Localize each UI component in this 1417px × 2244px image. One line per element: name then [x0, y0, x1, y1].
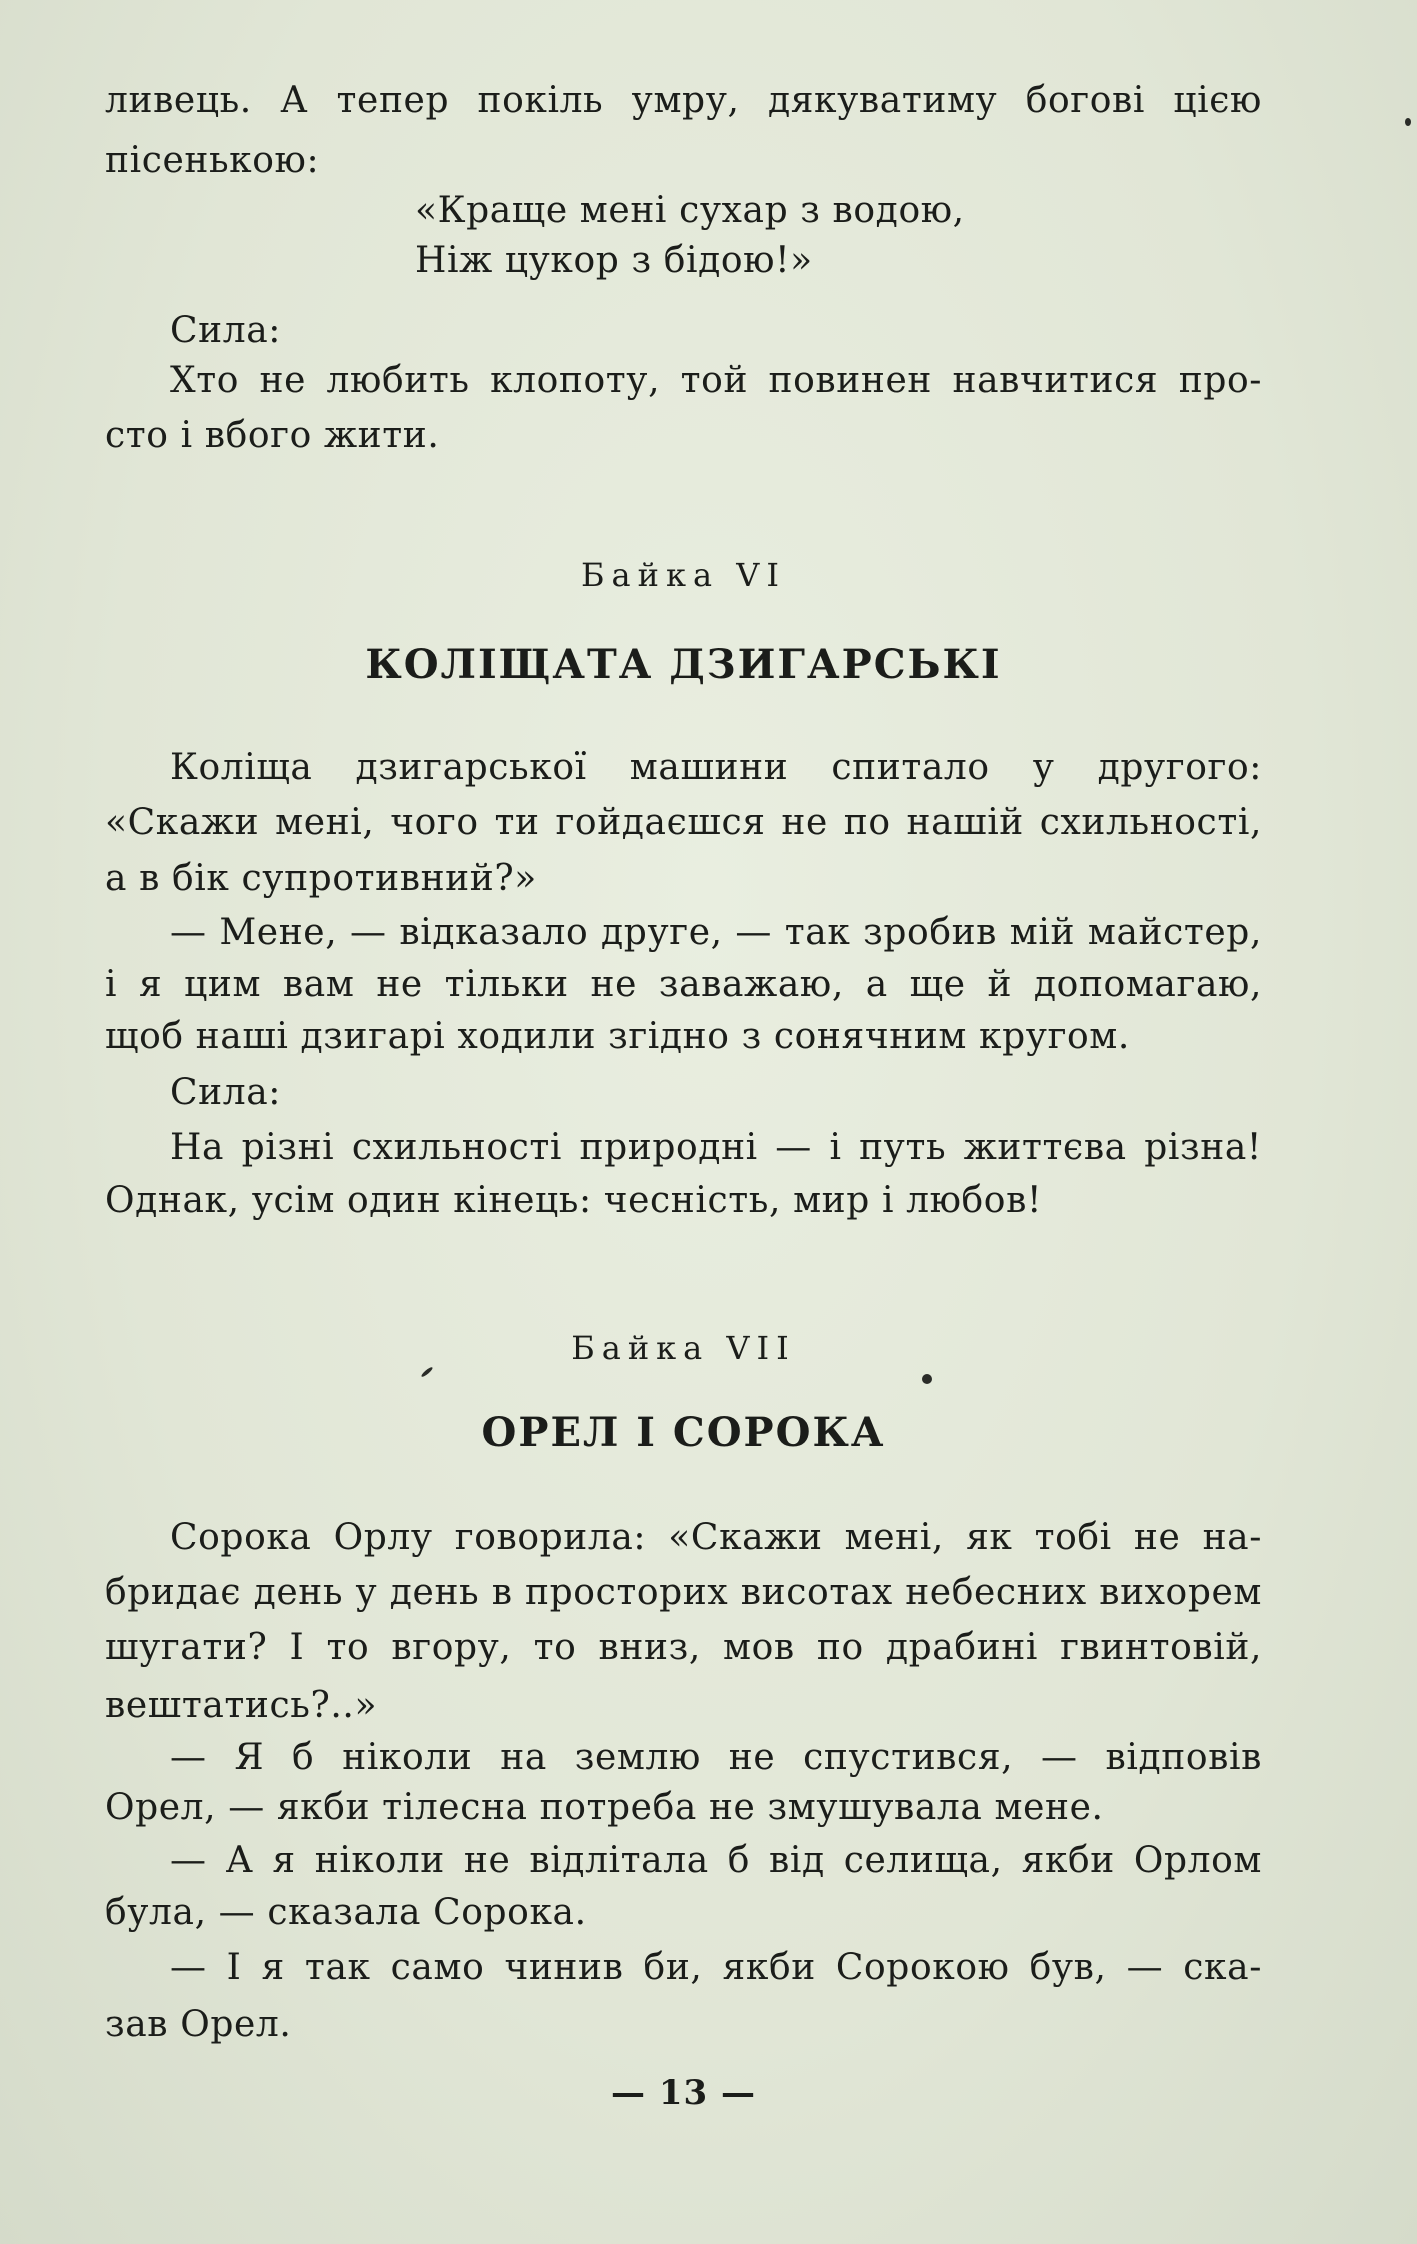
- fable-title: ОРЕЛ І СОРОКА: [481, 1409, 886, 1456]
- moral-line: сто і вбого жити.: [105, 415, 440, 456]
- text-line: і я цим вам не тільки не заважаю, а ще й допомагаю,: [105, 964, 1262, 1005]
- moral-line: Хто не любить клопоту, той повинен навчитися про-: [170, 360, 1262, 401]
- moral-line: На різні схильності природні — і путь життєва різна!: [170, 1127, 1262, 1168]
- text-line: ливець. А тепер покіль умру, дякуватиму богові цією: [105, 80, 1262, 121]
- text-line: — Я б ніколи на землю не спустився, — відповів: [170, 1737, 1262, 1778]
- fable-label: Байка VI: [581, 556, 786, 594]
- text-line: Орел, — якби тілесна потреба не змушувала мене.: [105, 1787, 1104, 1828]
- ink-speck: [1405, 118, 1411, 126]
- text-line: пісенькою:: [105, 140, 320, 181]
- fable-title: КОЛІЩАТА ДЗИГАРСЬКІ: [365, 641, 1002, 688]
- text-line: — Мене, — відказало друге, — так зробив мій майстер,: [170, 912, 1262, 953]
- moral-label: Сила:: [170, 1072, 281, 1113]
- moral-label: Сила:: [170, 310, 281, 351]
- text-line: — І я так само чинив би, якби Сорокою був, — ска-: [170, 1947, 1262, 1988]
- text-line: а в бік супротивний?»: [105, 858, 537, 899]
- moral-line: Однак, усім один кінець: чесність, мир і любов!: [105, 1180, 1043, 1221]
- fable-label: Байка VII: [571, 1329, 796, 1367]
- text-line: — А я ніколи не відлітала б від селища, якби Орлом: [170, 1840, 1262, 1881]
- text-line: була, — сказала Сорока.: [105, 1892, 587, 1933]
- page-text-block: [105, 0, 1262, 2244]
- page-number: — 13 —: [611, 2073, 756, 2113]
- verse-line: «Краще мені сухар з водою,: [415, 190, 965, 231]
- text-line: Коліща дзигарської машини спитало у другого:: [170, 747, 1262, 788]
- text-line: «Скажи мені, чого ти гойдаєшся не по нашій схильності,: [105, 802, 1262, 843]
- text-line: бридає день у день в просторих висотах небесних вихорем: [105, 1572, 1262, 1613]
- text-line: вештатись?..»: [105, 1685, 378, 1726]
- verse-line: Ніж цукор з бідою!»: [415, 240, 813, 281]
- ink-speck: [922, 1374, 932, 1384]
- text-line: Сорока Орлу говорила: «Скажи мені, як тобі не на-: [170, 1517, 1262, 1558]
- text-line: зав Орел.: [105, 2004, 292, 2045]
- text-line: шугати? І то вгору, то вниз, мов по драбині гвинтовій,: [105, 1627, 1262, 1668]
- text-line: щоб наші дзигарі ходили згідно з сонячним кругом.: [105, 1016, 1130, 1057]
